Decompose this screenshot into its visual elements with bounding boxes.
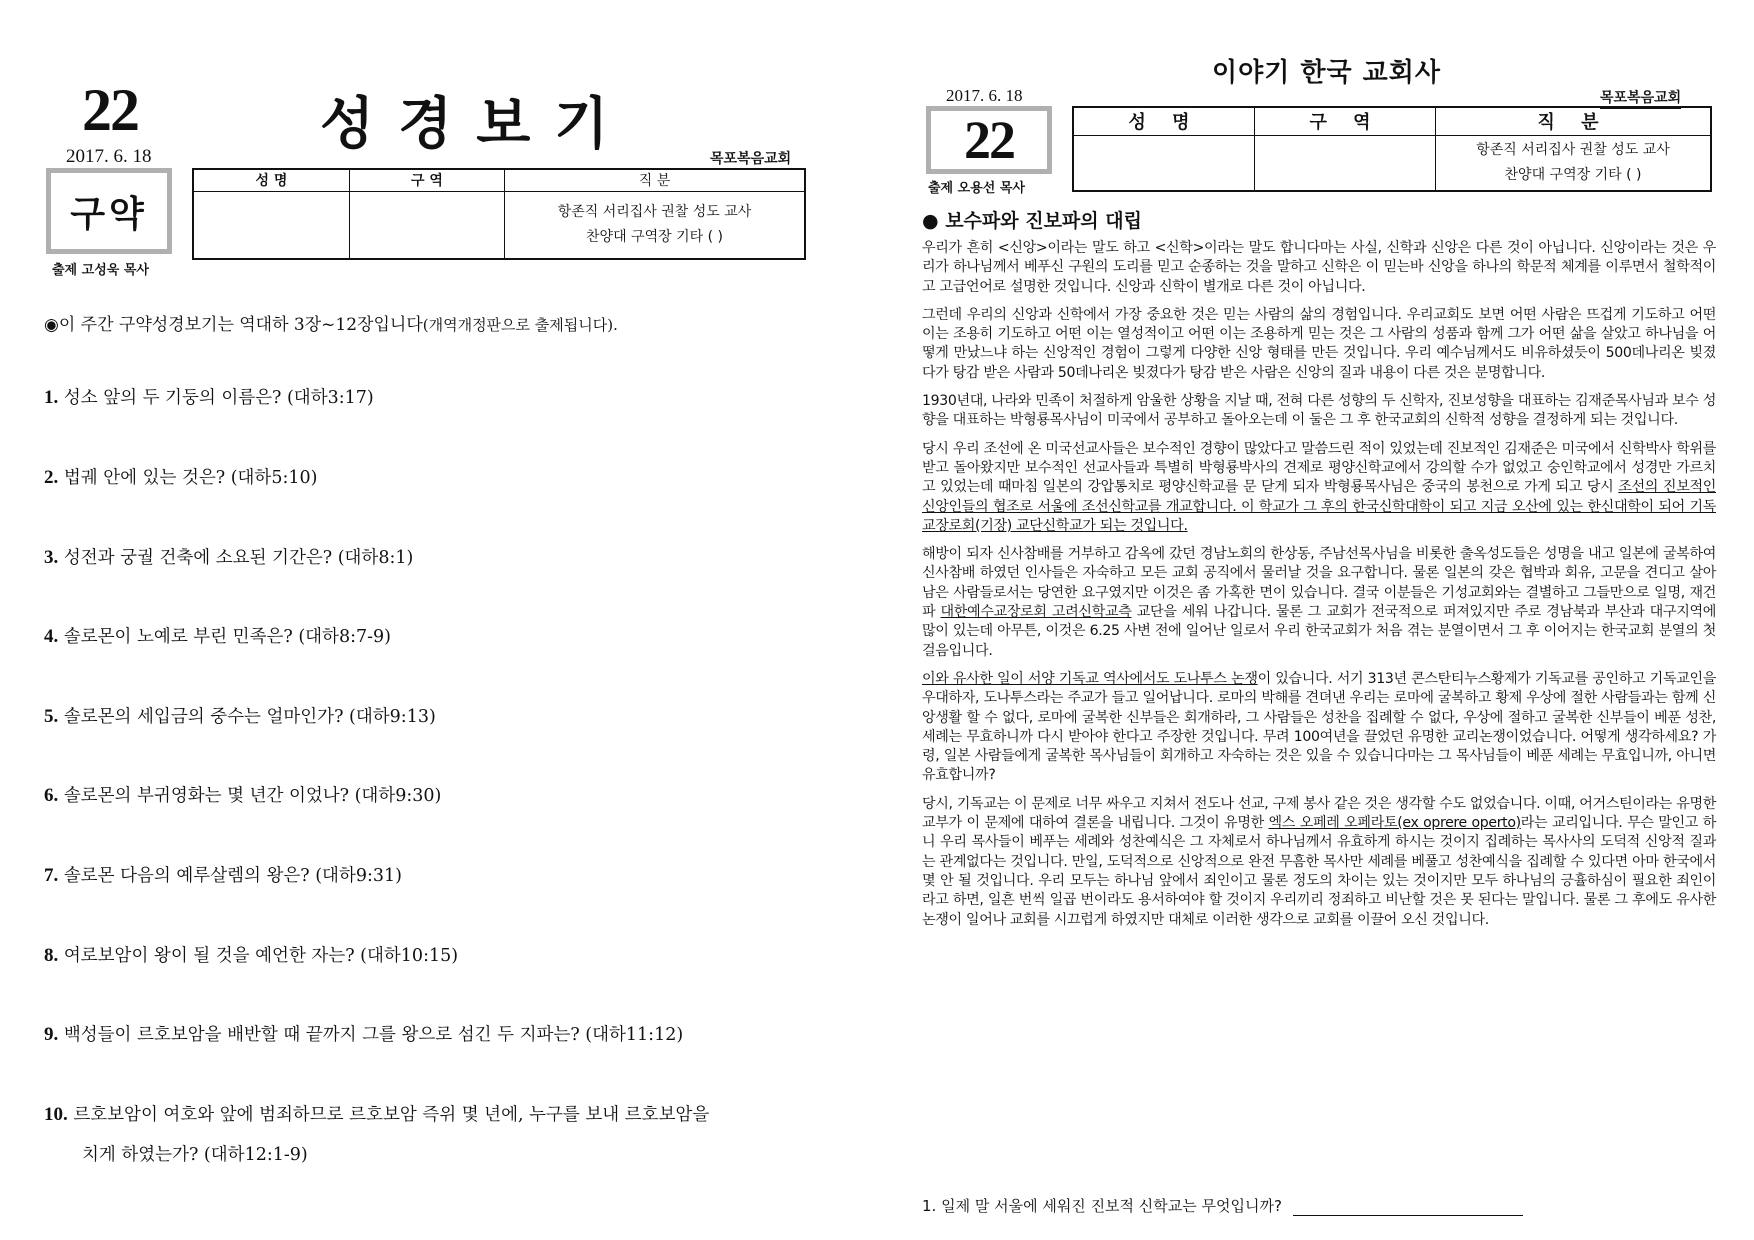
article-paragraph: 그런데 우리의 신앙과 신학에서 가장 중요한 것은 믿는 사람의 삶의 경험입니다. 우리교회도 보면 어떤 사람은 뜨겁게 기도하고 어떤 이는 조용히 기도하고 어떤 이는 열성적이고 어떤 이는 조용하게 믿는 것은 그 사람의 성품과 함께 그가 어떤 삶을 살았고 하나님을 어떻게 만났느냐 하는 신앙적인 경험이 그렇게 다양한 신앙 형태를 만든 것입니다. 우리 예수님께서도 비유하셨듯이 500데나리온 빚졌다가 탕감 받은 사람과 50데나리온 빚졌다가 탕감 받은 사람은 신앙의 질과 내용이 다른 것은 분명합니다.: [922, 306, 1716, 381]
left-page-title: 성경보기: [320, 91, 633, 157]
right-col-name-header: 성 명: [1073, 107, 1255, 135]
right-church-name: 목포복음교회: [1600, 87, 1681, 109]
question-item: 10. 르호보암이 여호와 앞에 범죄하므로 르호보암 즉위 몇 년에, 누구를 보내 르호보암을: [44, 1104, 710, 1125]
right-page-title: 이야기 한국 교회사: [1212, 58, 1442, 88]
question-item: 6. 솔로몬의 부귀영화는 몇 년간 이었나? (대하9:30): [44, 785, 442, 806]
left-col-district-header: 구 역: [350, 169, 505, 191]
article-body: [922, 239, 1716, 930]
final-question: [922, 1195, 1523, 1216]
left-intro-main: ◉이 주간 구약성경보기는 역대하 3장~12장입니다: [44, 315, 423, 335]
right-role-line2: 찬양대 구역장 기타 ( ): [1504, 166, 1642, 183]
left-date: 2017. 6. 18: [66, 146, 152, 167]
testament-tag-box: [46, 168, 172, 254]
question-item: 4. 솔로몬이 노예로 부린 민족은? (대하8:7-9): [44, 626, 391, 647]
right-issue-number: 22: [964, 110, 1014, 170]
right-role-line1: 항존직 서리집사 권찰 성도 교사: [1476, 141, 1670, 158]
question-item: 3. 성전과 궁궐 건축에 소요된 기간은? (대하8:1): [44, 547, 414, 568]
question-item: 2. 법궤 안에 있는 것은? (대하5:10): [44, 467, 318, 488]
left-intro: [44, 310, 618, 335]
right-col-role-header: 직 분: [1436, 107, 1712, 135]
question-item: 5. 솔로몬의 세입금의 중수는 얼마인가? (대하9:13): [44, 706, 436, 727]
right-author: 출제 오용선 목사: [928, 181, 1025, 196]
right-info-table: [1072, 106, 1712, 192]
left-col-name-header: 성 명: [193, 169, 350, 191]
article-paragraph: 당시 우리 조선에 온 미국선교사들은 보수적인 경향이 많았다고 말씀드린 적이 있었는데 진보적인 김재준은 미국에서 신학박사 학위를 받고 돌아왔지만 보수적인 선교사들과 특별히 박형룡박사의 견제로 평양신학교에서 강의할 수가 없었고 숭인학교에서 성경만 가르치고 있었는데 때마침 일본의 강압통치로 평양신학교를 문 닫게 되자 박형룡목사님은 중국의 봉천으로 가게 되고 당시 조선의 진보적인 신앙인들의 협조로 서울에 조선신학교를 개교합니다. 이 학교가 그 후의 한국신학대학이 되고 지금 오산에 있는 한신대학이 되어 기독교장로회(기장) 교단신학교가 되는 것입니다.: [922, 440, 1716, 534]
article-paragraph: 우리가 흔히 <신앙>이라는 말도 하고 <신학>이라는 말도 합니다마는 사실, 신학과 신앙은 다른 것이 아닙니다. 신앙이라는 것은 우리가 하나님께서 베푸신 구원의 도리를 믿고 순종하는 것을 말하고 신학은 이 믿는바 신앙을 하나의 학문적 체계를 이루면서 철학적이고 고급언어로 설명한 것입니다. 신앙과 신학이 별개로 다른 것이 아닙니다.: [922, 240, 1716, 295]
answer-blank[interactable]: [1293, 1199, 1523, 1216]
right-role-cell[interactable]: [1436, 135, 1712, 191]
article-paragraph: 해방이 되자 신사참배를 거부하고 감옥에 갔던 경남노회의 한상동, 주남선목사님을 비롯한 출옥성도들은 성명을 내고 일본에 굴복하여 신사참배 하였던 인사들은 자숙하고 모든 교회 공직에서 물러날 것을 요구합니다. 물론 일본의 갖은 협박과 회유, 고문을 견디고 살아남은 사람들로서는 당연한 요구였지만 이것은 좀 가혹한 면이 있습니다. 결국 이분들은 기성교회와는 결별하고 그들만으로 일명, 재건파 대한예수교장로회 고려신학교측 교단을 세워 나갑니다. 물론 그 교회가 전국적으로 퍼져있지만 주로 경남북과 부산과 대구지역에 많이 있는데 아무튼, 이것은 6.25 사변 전에 일어난 일로서 우리 한국교회가 처음 겪는 분열이면서 그 후 이어지는 한국교회 분열의 첫걸음입니다.: [922, 546, 1716, 659]
left-role-cell[interactable]: [505, 191, 806, 259]
article-paragraph: 1930년대, 나라와 민족이 처절하게 암울한 상황을 지날 때, 전혀 다른 성향의 두 신학자, 진보성향을 대표하는 김재준목사님과 보수 성향을 대표하는 박형룡목사님이 미국에서 공부하고 돌아오는데 이 둘은 그 후 한국교회의 신학적 성향을 결정하게 되는 것입니다.: [922, 393, 1716, 429]
left-col-role-header: 직 분: [505, 169, 806, 191]
article-paragraph: 당시, 기독교는 이 문제로 너무 싸우고 지쳐서 전도나 선교, 구제 봉사 같은 것은 생각할 수도 없었습니다. 이때, 어거스틴이라는 유명한 교부가 이 문제에 대하여 결론을 내립니다. 그것이 유명한 엑스 오페레 오페라토(ex oprere operto)라는 교리입니다. 무슨 말인고 하니 우리 목사들이 베푸는 세례와 성찬예식은 그 자체로서 하나님께서 유효하게 하시는 것이지 집례하는 목사사의 도덕적 신앙적 질과는 관계없다는 것입니다. 만일, 도덕적으로 신앙적으로 완전 무흠한 목사만 세례를 베풀고 성찬예식을 집례할 수 있다면 아마 한국에서 몇 안 될 것입니다. 우리 모두는 하나님 앞에서 죄인이고 물론 정도의 차이는 있는 것이지만 모두 하나님의 긍휼하심이 필요한 죄인이라고 하면, 일흔 번씩 일곱 번이라도 용서하여야 할 것이지 우리끼리 정죄하고 비난할 것은 못 된다는 말입니다. 물론 그 후에도 유사한 논쟁이 일어나 교회를 시끄럽게 하였지만 대체로 이러한 생각으로 교회를 이끌어 오신 것입니다.: [922, 795, 1716, 928]
section-title: ● 보수파와 진보파의 대립: [922, 210, 1142, 232]
question-item: 9. 백성들이 르호보암을 배반할 때 끝까지 그를 왕으로 섬긴 두 지파는? (대하11:12): [44, 1024, 684, 1045]
left-issue-number: 22: [82, 77, 138, 143]
testament-tag-label: 구약: [70, 193, 148, 235]
left-info-table: [192, 168, 806, 260]
right-name-field[interactable]: [1073, 135, 1255, 191]
question-item-continued: 치게 하였는가? (대하12:1-9): [82, 1145, 308, 1165]
right-col-district-header: 구 역: [1255, 107, 1436, 135]
question-item: 1. 성소 앞의 두 기둥의 이름은? (대하3:17): [44, 387, 374, 408]
final-question-text: 1. 일제 말 서울에 세워진 진보적 신학교는 무엇입니까?: [922, 1197, 1282, 1215]
question-item: 7. 솔로몬 다음의 예루살렘의 왕은? (대하9:31): [44, 865, 402, 886]
left-author: 출제 고성욱 목사: [52, 263, 149, 278]
left-intro-paren: (개역개정판으로 출제됩니다).: [422, 316, 618, 334]
left-district-field[interactable]: [350, 191, 505, 259]
right-date: 2017. 6. 18: [946, 86, 1023, 105]
right-district-field[interactable]: [1255, 135, 1436, 191]
left-role-line1: 항존직 서리집사 권찰 성도 교사: [557, 203, 752, 220]
article-paragraph: 이와 유사한 일이 서양 기독교 역사에서도 도나투스 논쟁이 있습니다. 서기 313년 콘스탄티누스황제가 기독교를 공인하고 기독교인을 우대하자, 도나투스라는 주교가 들고 일어납니다. 로마의 박해를 견뎌낸 우리는 로마에 굴복하고 황제 우상에 절한 사람들과는 함께 신앙생활 할 수 없다, 로마에 굴복한 신부들은 회개하라, 그 사람들은 성찬을 집례할 수 없다, 우상에 절하고 굴복한 신부들이 베푼 성찬, 세례는 무효하니까 다시 받아야 한다고 주장한 것입니다. 무려 100여년을 끌었던 유명한 교리논쟁이었습니다. 어떻게 생각하세요? 가령, 일본 사람들에게 굴복한 목사님들이 회개하고 자숙하는 것은 있을 수 있습니다마는 그 목사님들이 베푼 세례는 무효입니까, 아니면 유효합니까?: [922, 670, 1717, 784]
left-name-field[interactable]: [193, 191, 350, 259]
question-item: 8. 여로보암이 왕이 될 것을 예언한 자는? (대하10:15): [44, 945, 459, 966]
left-church-name: 목포복음교회: [710, 148, 791, 170]
left-role-line2: 찬양대 구역장 기타 ( ): [586, 228, 723, 245]
right-issue-box: [926, 106, 1052, 174]
